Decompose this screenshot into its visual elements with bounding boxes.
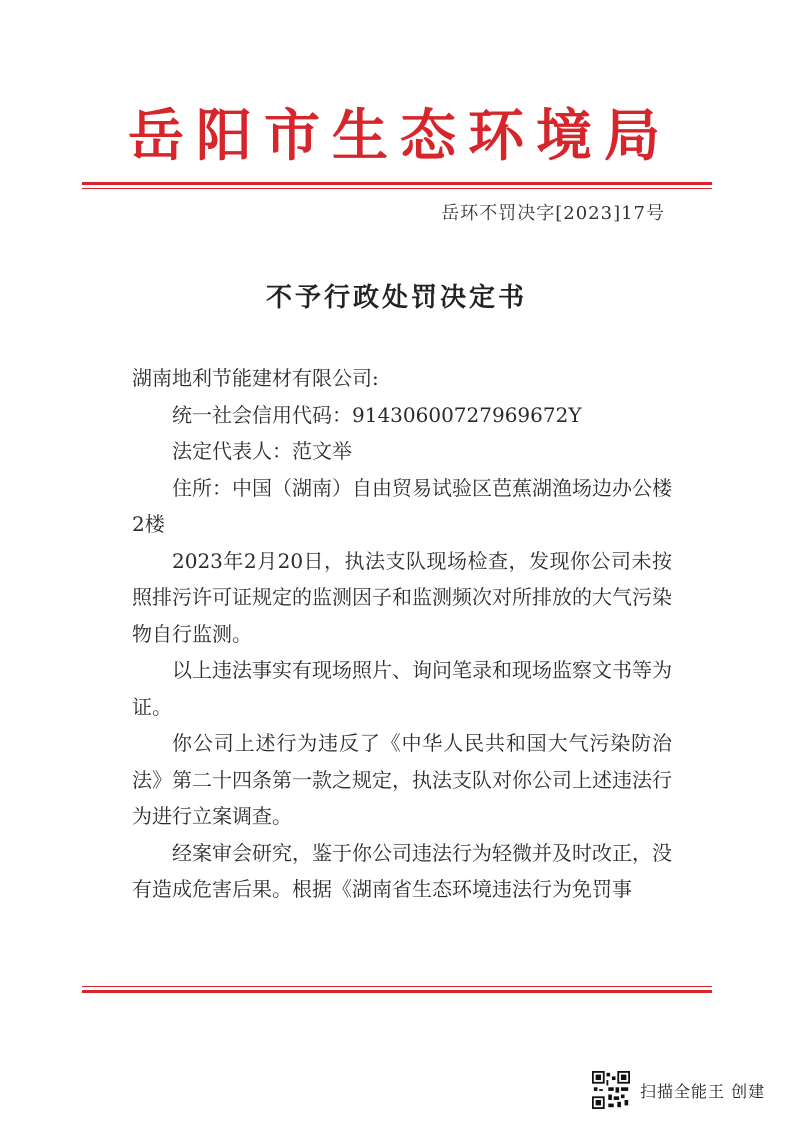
scanner-label: 扫描全能王 创建 [640,1081,766,1101]
footer-rule-thick [82,990,712,993]
credit-code-line: 统一社会信用代码：91430600727969672Y [172,402,582,427]
recipient-line: 湖南地利节能建材有限公司: [132,366,379,390]
qr-code-icon [592,1071,630,1109]
legal-rep-line: 法定代表人：范文举 [172,439,352,463]
footer-rule-thin [82,986,712,987]
address-paragraph: 住所：中国（湖南）自由贸易试验区芭蕉湖渔场边办公楼2楼 [132,475,672,536]
document-number: 岳环不罚决字[2023]17号 [441,203,665,224]
inspection-paragraph: 2023年2月20日，执法支队现场检查，发现你公司未按照排污许可证规定的监测因子和监测频次对所排放的大气污染物自行监测。 [132,548,672,646]
document-body [132,360,672,908]
letterhead-title: 岳阳市生态环境局 [128,103,672,169]
letterhead-rule-thick [82,182,712,185]
violation-paragraph: 你公司上述行为违反了《中华人民共和国大气污染防治法》第二十四条第一款之规定，执法支队对你公司上述违法行为进行立案调查。 [132,731,672,828]
scanner-watermark [592,1070,765,1110]
document-title: 不予行政处罚决定书 [265,283,527,313]
decision-paragraph: 经案审会研究，鉴于你公司违法行为轻微并及时改正，没有造成危害后果。根据《湖南省生态环境违法行为免罚事 [132,840,672,901]
evidence-paragraph: 以上违法事实有现场照片、询问笔录和现场监察文书等为证。 [132,658,672,719]
letterhead-rule-thin [82,188,712,189]
